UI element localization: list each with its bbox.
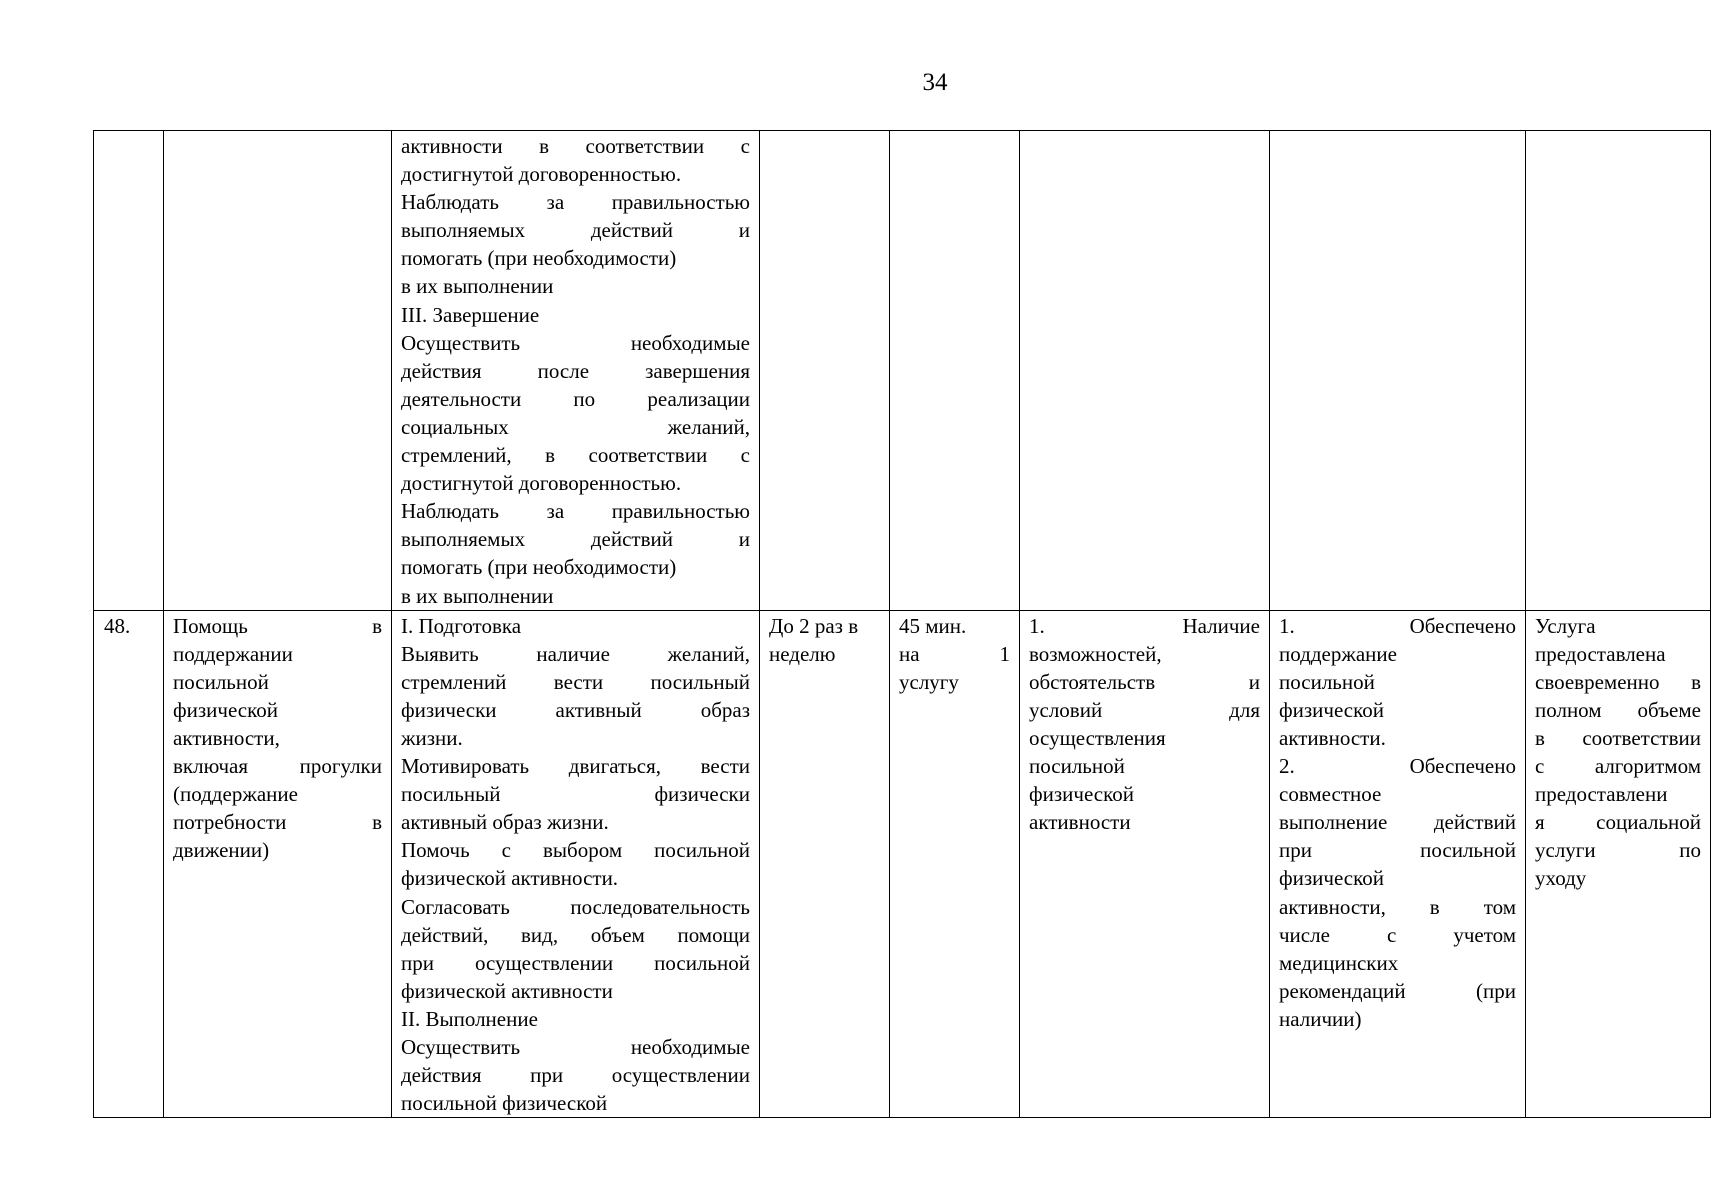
cell-number: 48. bbox=[94, 610, 164, 1118]
cell-algorithm bbox=[392, 610, 760, 1118]
cell-algorithm bbox=[392, 131, 760, 611]
cell-line: 1. Наличие bbox=[1029, 613, 1260, 638]
cell-line: Выявить наличие желаний, bbox=[401, 641, 750, 666]
cell-line: обстоятельств и bbox=[1029, 669, 1260, 694]
cell-line: предоставлени bbox=[1535, 782, 1668, 807]
table-row bbox=[94, 131, 1711, 611]
cell-line: в соответствии bbox=[1535, 725, 1701, 750]
cell-line: физической bbox=[1279, 866, 1384, 891]
cell-line: на 1 bbox=[899, 641, 1010, 666]
cell-line: уходу bbox=[1535, 866, 1587, 891]
cell-line: физической активности. bbox=[401, 866, 619, 891]
cell-line: активности. bbox=[1279, 725, 1386, 750]
cell-line: в их выполнении bbox=[401, 274, 554, 299]
cell-line: стремлений вести посильный bbox=[401, 669, 750, 694]
table-row bbox=[94, 610, 1711, 1118]
cell-line: полном объеме bbox=[1535, 697, 1701, 722]
cell-line: жизни. bbox=[401, 725, 463, 750]
cell-line: Помощь в bbox=[173, 613, 382, 638]
page-number: 34 bbox=[922, 69, 948, 96]
cell-line: услуги по bbox=[1535, 838, 1701, 863]
services-table bbox=[93, 130, 1711, 1118]
cell-line: физически активный образ bbox=[401, 697, 750, 722]
cell-line: II. Выполнение bbox=[401, 1006, 538, 1031]
cell-line: 1. Обеспечено bbox=[1279, 613, 1516, 638]
cell-line: 45 мин. bbox=[899, 613, 967, 638]
cell-line: Осуществить необходимые bbox=[401, 1035, 750, 1059]
cell-line: с алгоритмом bbox=[1535, 754, 1701, 779]
cell-line: помогать (при необходимости) bbox=[401, 555, 677, 580]
cell-line: социальных желаний, bbox=[401, 414, 750, 439]
cell-line: посильной физической bbox=[401, 1091, 608, 1116]
cell-evaluation bbox=[1526, 131, 1711, 611]
cell-results bbox=[1270, 131, 1526, 611]
cell-line: выполняемых действий и bbox=[401, 218, 750, 243]
cell-line: Согласовать последовательность bbox=[401, 894, 750, 919]
cell-line: Мотивировать двигаться, вести bbox=[401, 754, 750, 779]
cell-line: I. Подготовка bbox=[401, 613, 522, 638]
cell-line: активности, bbox=[173, 725, 280, 750]
cell-line: физической bbox=[173, 697, 278, 722]
cell-line: услугу bbox=[899, 669, 959, 694]
cell-line: До 2 раз в bbox=[769, 613, 859, 638]
cell-line: деятельности по реализации bbox=[401, 386, 750, 411]
cell-service-name bbox=[164, 610, 392, 1118]
cell-line: посильный физически bbox=[401, 782, 750, 807]
cell-line: поддержание bbox=[1279, 641, 1397, 666]
cell-line: неделю bbox=[769, 641, 836, 666]
cell-line: совместное bbox=[1279, 782, 1382, 807]
cell-line: в их выполнении bbox=[401, 583, 554, 608]
cell-line: действий, вид, объем помощи bbox=[401, 922, 750, 947]
cell-line: медицинских bbox=[1279, 950, 1399, 975]
cell-line: при посильной bbox=[1279, 838, 1516, 863]
cell-line: активности в соответствии с bbox=[401, 134, 750, 158]
cell-line: помогать (при необходимости) bbox=[401, 246, 677, 271]
cell-line: физической активности bbox=[401, 978, 613, 1003]
cell-conditions bbox=[1020, 610, 1270, 1118]
cell-line: (поддержание bbox=[173, 782, 298, 807]
cell-line: физической bbox=[1279, 697, 1384, 722]
cell-number bbox=[94, 131, 164, 611]
cell-line: стремлений, в соответствии с bbox=[401, 443, 750, 468]
cell-line: при осуществлении посильной bbox=[401, 950, 750, 975]
cell-line: предоставлена bbox=[1535, 641, 1666, 666]
cell-line: действия после завершения bbox=[401, 358, 750, 383]
cell-line: Наблюдать за правильностью bbox=[401, 190, 750, 215]
cell-line: рекомендаций (при bbox=[1279, 978, 1516, 1003]
cell-line: Осуществить необходимые bbox=[401, 330, 750, 355]
cell-line: осуществления bbox=[1029, 725, 1166, 750]
cell-line: выполнение действий bbox=[1279, 810, 1516, 835]
cell-conditions bbox=[1020, 131, 1270, 611]
cell-line: действия при осуществлении bbox=[401, 1063, 750, 1088]
cell-periodicity bbox=[760, 131, 890, 611]
cell-line: наличии) bbox=[1279, 1006, 1362, 1031]
cell-line: включая прогулки bbox=[173, 754, 382, 779]
cell-line: достигнутой договоренностью. bbox=[401, 471, 682, 496]
cell-line: посильной bbox=[1279, 669, 1375, 694]
cell-line: движении) bbox=[173, 838, 270, 863]
cell-line: посильной bbox=[1029, 754, 1125, 779]
cell-line: числе с учетом bbox=[1279, 922, 1516, 947]
cell-line: физической bbox=[1029, 782, 1134, 807]
cell-line: активности bbox=[1029, 810, 1131, 835]
cell-line: достигнутой договоренностью. bbox=[401, 162, 682, 187]
cell-service-name bbox=[164, 131, 392, 611]
cell-line: Услуга bbox=[1535, 613, 1596, 638]
cell-line: посильной bbox=[173, 669, 269, 694]
cell-line: активный образ жизни. bbox=[401, 810, 609, 835]
cell-line: выполняемых действий и bbox=[401, 527, 750, 552]
cell-duration bbox=[890, 131, 1020, 611]
cell-duration bbox=[890, 610, 1020, 1118]
cell-line: Наблюдать за правильностью bbox=[401, 499, 750, 524]
cell-line: своевременно в bbox=[1535, 669, 1701, 694]
cell-line: III. Завершение bbox=[401, 302, 540, 327]
cell-periodicity bbox=[760, 610, 890, 1118]
cell-evaluation bbox=[1526, 610, 1711, 1118]
cell-line: условий для bbox=[1029, 697, 1260, 722]
cell-line: поддержании bbox=[173, 641, 293, 666]
cell-line: 2. Обеспечено bbox=[1279, 754, 1516, 779]
cell-line: потребности в bbox=[173, 810, 382, 835]
cell-line: Помочь с выбором посильной bbox=[401, 838, 750, 863]
cell-line: активности, в том bbox=[1279, 894, 1516, 919]
cell-line: возможностей, bbox=[1029, 641, 1162, 666]
cell-line: я социальной bbox=[1535, 810, 1701, 835]
cell-results bbox=[1270, 610, 1526, 1118]
